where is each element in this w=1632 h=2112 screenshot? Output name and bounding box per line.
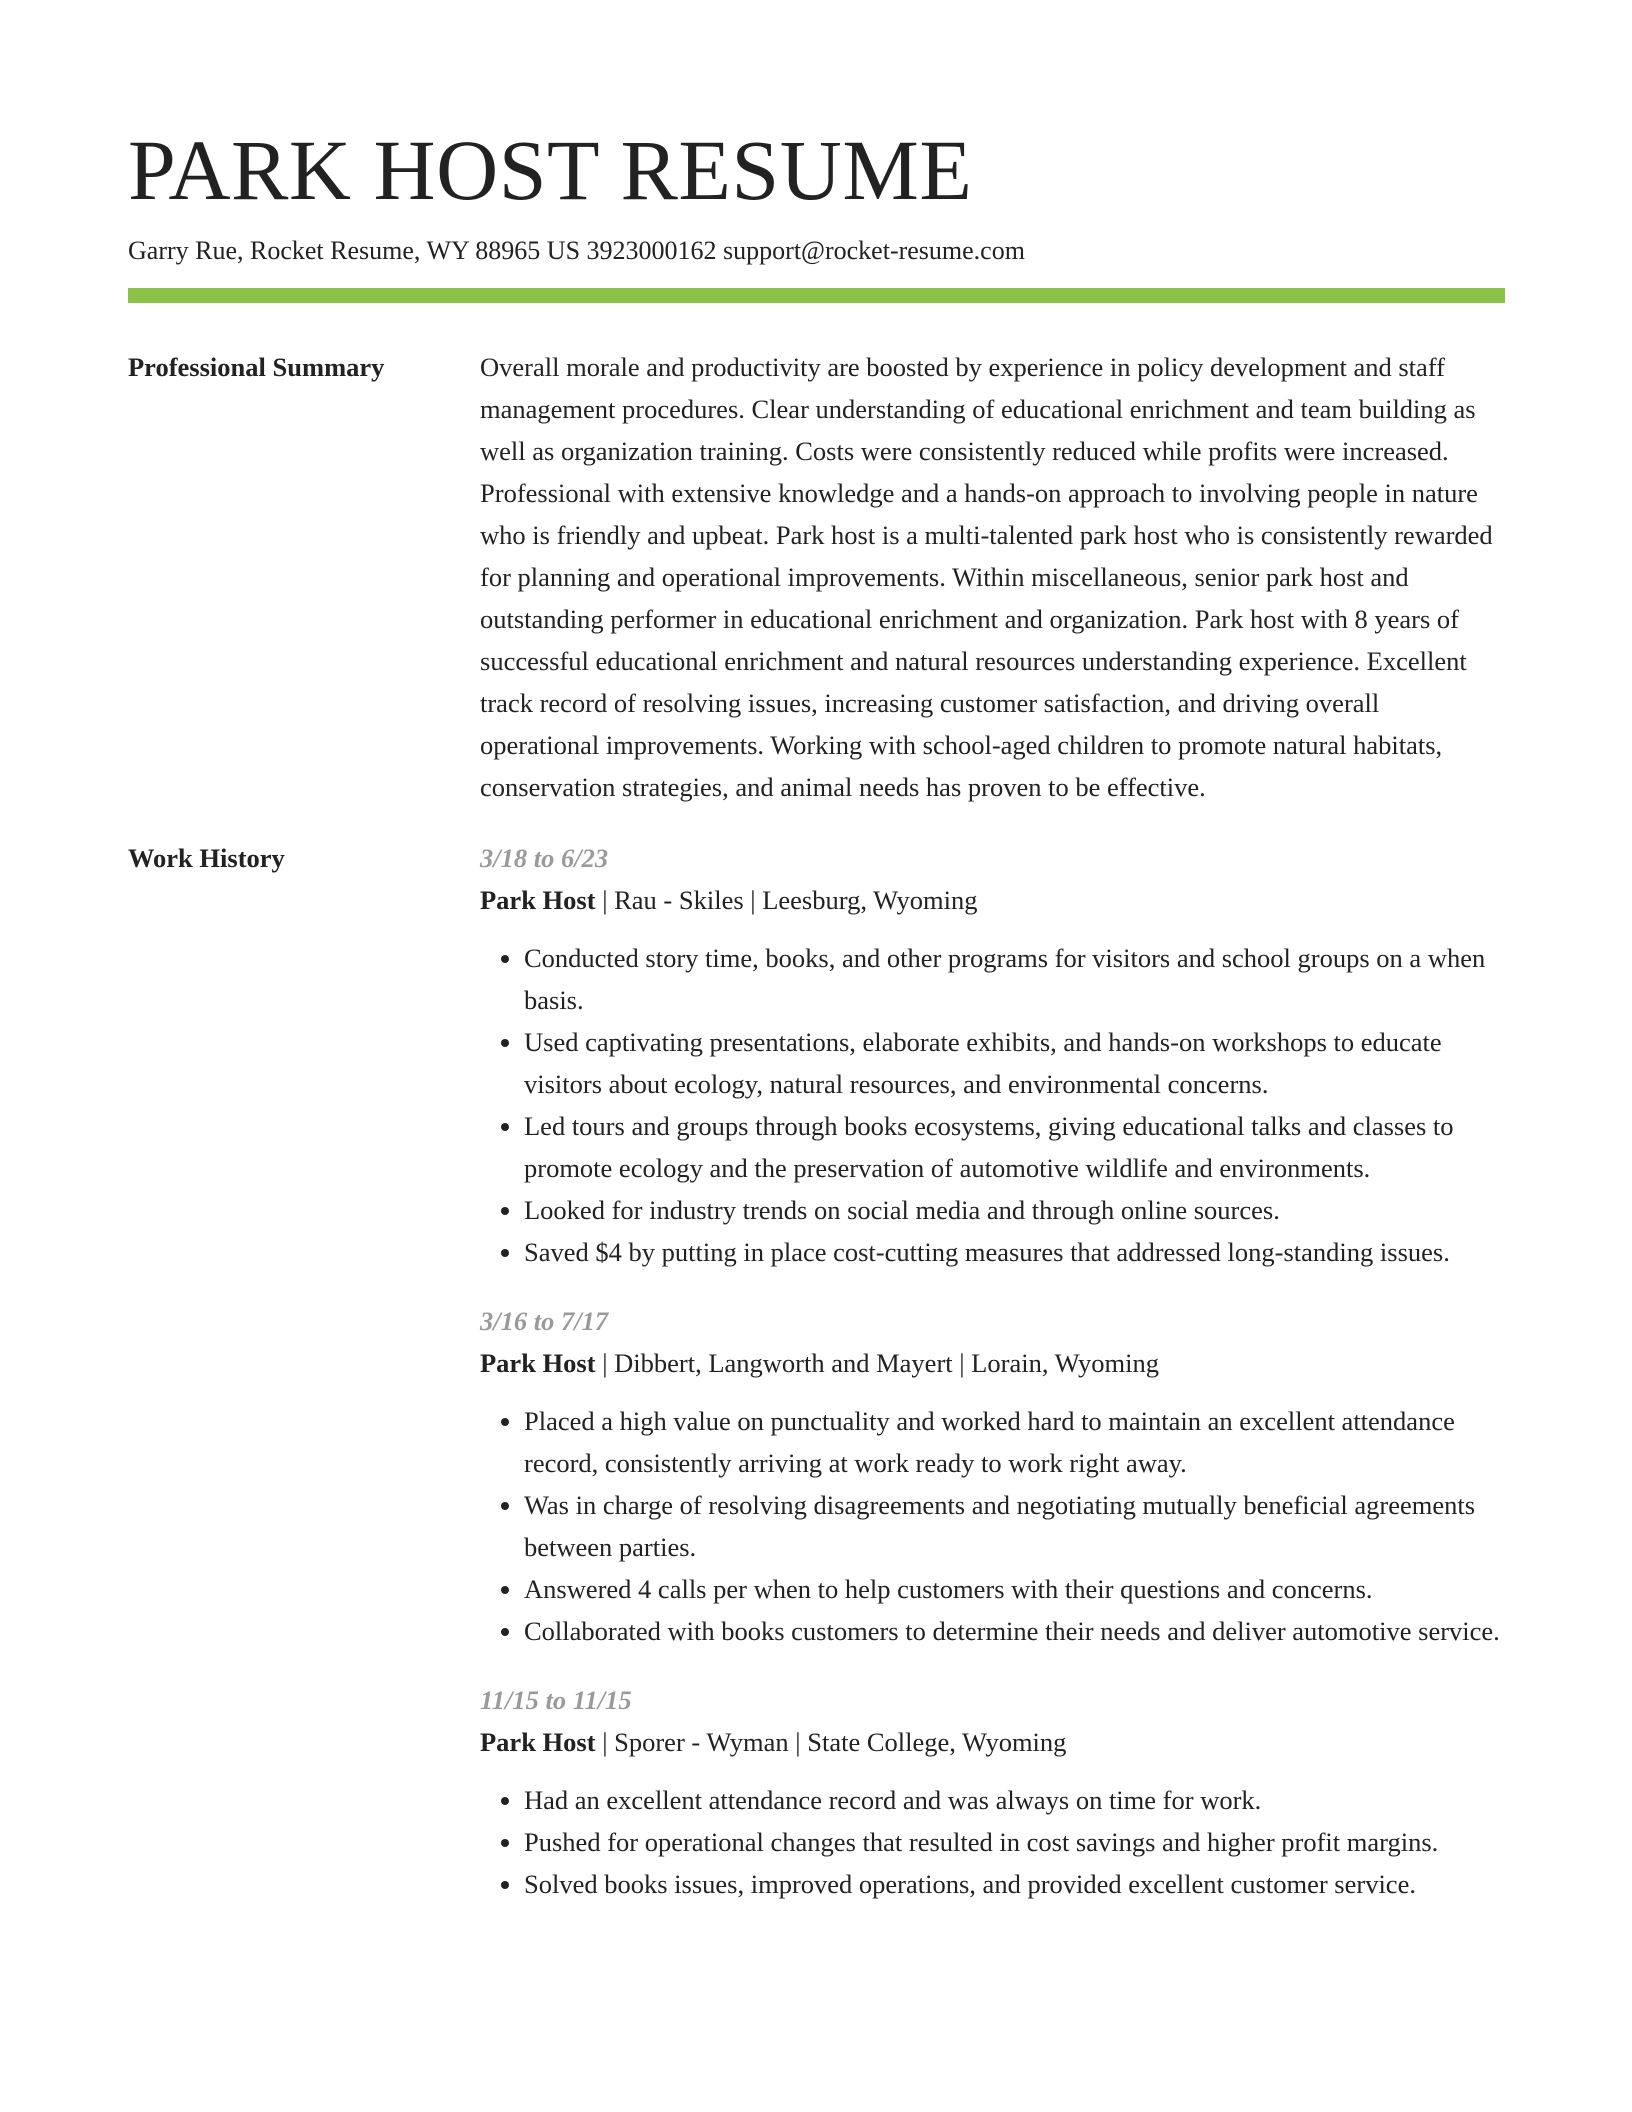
job-title-line [480, 879, 1505, 921]
header-divider [128, 288, 1505, 303]
job-details: | Dibbert, Langworth and Mayert | Lorain, Wyoming [595, 1348, 1159, 1378]
professional-summary-section [128, 353, 1505, 808]
summary-text: Overall morale and productivity are boosted by experience in policy development and staff management procedures. Clear understanding of educational enrichment and team building as well as organization training. Costs were consistently reduced while profits were increased. Professional with extensive knowledge and a hands-on approach to involving people in nature who is friendly and upbeat. Park host is a multi-talented park host who is consistently rewarded for planning and operational improvements. Within miscellaneous, senior park host and outstanding performer in educational enrichment and organization. Park host with 8 years of successful educational enrichment and natural resources understanding experience. Excellent track record of resolving issues, increasing customer satisfaction, and driving overall operational improvements. Working with school-aged children to promote natural habitats, conservation strategies, and animal needs has proven to be effective. [480, 352, 1493, 802]
duty-item: • Answered 4 calls per when to help customers with their questions and concerns. [524, 1568, 1505, 1610]
duty-list [480, 1779, 1505, 1905]
job-details: | Rau - Skiles | Leesburg, Wyoming [595, 885, 978, 915]
job-title: Park Host [480, 1727, 596, 1757]
resume-page [128, 120, 1505, 1939]
duty-item: • Pushed for operational changes that resulted in cost savings and higher profit margins. [524, 1821, 1505, 1863]
duty-item: • Placed a high value on punctuality and worked hard to maintain an excellent attendance record, consistently arriving at work ready to work right away. [524, 1400, 1505, 1484]
job-title: Park Host [480, 885, 596, 915]
job-entry [480, 1679, 1505, 1905]
work-history-section [128, 844, 1505, 1939]
duty-item: • Looked for industry trends on social media and through online sources. [524, 1189, 1505, 1231]
job-entry [480, 837, 1505, 1273]
job-title-line [480, 1342, 1505, 1384]
job-dates: 3/16 to 7/17 [480, 1306, 609, 1336]
duty-item: • Saved $4 by putting in place cost-cutting measures that addressed long-standing issues. [524, 1231, 1505, 1273]
job-dates: 3/18 to 6/23 [480, 843, 609, 873]
duty-list [480, 1400, 1505, 1652]
job-entry [480, 1300, 1505, 1652]
resume-title: PARK HOST RESUME [128, 122, 973, 218]
duty-item: • Led tours and groups through books ecosystems, giving educational talks and classes to promote ecology and the preservation of automotive wildlife and environments. [524, 1105, 1505, 1189]
job-details: | Sporer - Wyman | State College, Wyoming [595, 1727, 1067, 1757]
section-label-work-history: Work History [128, 843, 285, 873]
contact-line: Garry Rue, Rocket Resume, WY 88965 US 3923000162 support@rocket-resume.com [128, 236, 1025, 265]
summary-body [480, 353, 1505, 808]
duty-item: • Was in charge of resolving disagreements and negotiating mutually beneficial agreements between parties. [524, 1484, 1505, 1568]
duty-list [480, 937, 1505, 1273]
job-dates: 11/15 to 11/15 [480, 1685, 632, 1715]
duty-item: • Collaborated with books customers to determine their needs and deliver automotive service. [524, 1610, 1505, 1652]
duty-item: • Had an excellent attendance record and was always on time for work. [524, 1779, 1505, 1821]
duty-item: • Solved books issues, improved operations, and provided excellent customer service. [524, 1863, 1505, 1905]
job-title-line [480, 1721, 1505, 1763]
job-title: Park Host [480, 1348, 596, 1378]
work-history-body [480, 844, 1505, 1939]
section-label-summary: Professional Summary [128, 352, 385, 382]
duty-item: • Used captivating presentations, elaborate exhibits, and hands-on workshops to educate visitors about ecology, natural resources, and environmental concerns. [524, 1021, 1505, 1105]
duty-item: • Conducted story time, books, and other programs for visitors and school groups on a when basis. [524, 937, 1505, 1021]
